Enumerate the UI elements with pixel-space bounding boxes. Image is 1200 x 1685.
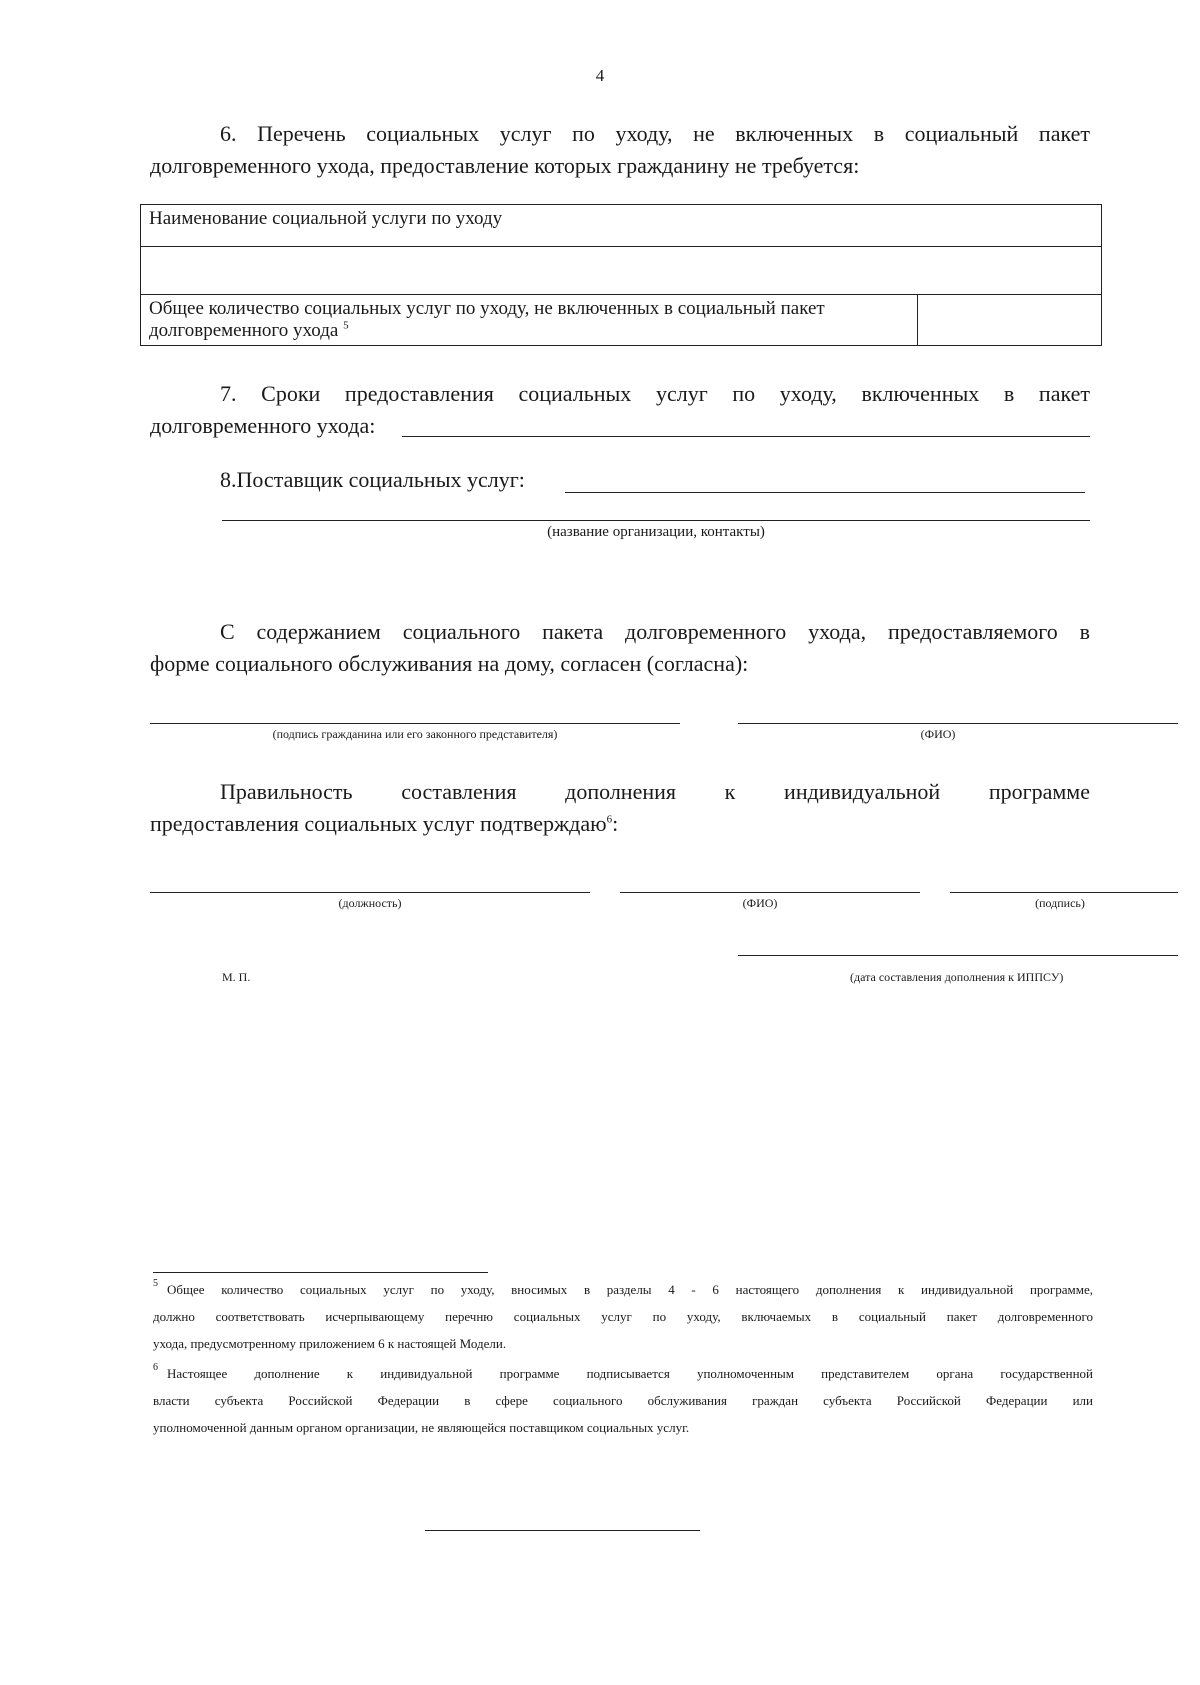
footnote-ref-6: 6 [606,813,613,826]
section8-fill-line [565,492,1085,493]
table-total-value-cell [918,295,1102,346]
table-empty-cell [141,247,1102,295]
footnote-6-line2: власти субъекта Российской Федерации в сфере социального обслуживания граждан субъекта Российской Федерации или [153,1393,1093,1408]
section7-fill-line [402,436,1090,437]
section6-heading-line1: 6. Перечень социальных услуг по уходу, не включенных в социальный пакет [220,121,1090,146]
citizen-signature-caption: (подпись гражданина или его законного представителя) [272,727,558,741]
section8-caption: (название организации, контакты) [547,524,765,540]
official-sign-caption: (подпись) [1035,896,1085,910]
footnote-separator [153,1272,488,1273]
confirm-line2-suffix: : [612,811,619,836]
footnote-5-line3: ухода, предусмотренному приложением 6 к настоящей Модели. [153,1336,507,1351]
footnote-6-mark: 6 [153,1362,158,1373]
footnote-ref-5: 5 [343,319,349,332]
citizen-fio-line [738,723,1178,724]
table-total-label: Общее количество социальных услуг по уходу, не включенных в социальный пакет долговременного ухода [149,298,825,341]
citizen-fio-caption: (ФИО) [920,727,956,741]
date-caption: (дата составления дополнения к ИППСУ) [850,970,1064,984]
section7-heading-line2: долговременного ухода: [150,413,376,438]
consent-line1: С содержанием социального пакета долговременного ухода, предоставляемого в [220,619,1090,644]
footnote-5-line1: Общее количество социальных услуг по уходу, вносимых в разделы 4 - 6 настоящего дополнения к индивидуальной программе, [167,1282,1093,1297]
official-fio-line [620,892,920,893]
citizen-signature-line [150,723,680,724]
footnote-6 [153,1360,1093,1441]
footnote-6-line1: Настоящее дополнение к индивидуальной программе подписывается уполномоченным представителем органа государственной [167,1366,1093,1381]
confirm-line1: Правильность составления дополнения к индивидуальной программе [220,779,1090,804]
consent-line2: форме социального обслуживания на дому, согласен (согласна): [150,651,749,676]
footnote-5-mark: 5 [153,1278,158,1289]
page-number: 4 [595,66,605,85]
official-position-caption: (должность) [338,896,402,910]
section6-heading-line2: долговременного ухода, предоставление которых гражданину не требуется: [150,153,860,178]
section7-heading-line1: 7. Сроки предоставления социальных услуг по уходу, включенных в пакет [220,381,1090,406]
table-header-cell: Наименование социальной услуги по уходу [141,205,1102,247]
confirm-line2-text: предоставления социальных услуг подтверждаю [150,811,607,836]
official-fio-caption: (ФИО) [742,896,778,910]
footnote-5-line2: должно соответствовать исчерпывающему перечню социальных услуг по уходу, включаемых в социальный пакет долговременного [153,1309,1093,1324]
section8-label: 8.Поставщик социальных услуг: [220,467,525,492]
footnote-5 [153,1276,1093,1357]
table-total-row [141,295,1102,346]
official-position-line [150,892,590,893]
confirm-line2 [150,808,1090,840]
end-of-document-line [425,1530,700,1531]
date-line [738,955,1178,956]
official-sign-line [950,892,1178,893]
section8-fill-line-2 [222,520,1090,521]
table-empty-row [141,247,1102,295]
footnote-6-line3: уполномоченной данным органом организации, не являющейся поставщиком социальных услуг. [153,1420,690,1435]
stamp-mp: М. П. [222,970,251,984]
services-table [140,204,1102,346]
table-header-row [141,205,1102,247]
table-total-label-cell [141,295,918,346]
